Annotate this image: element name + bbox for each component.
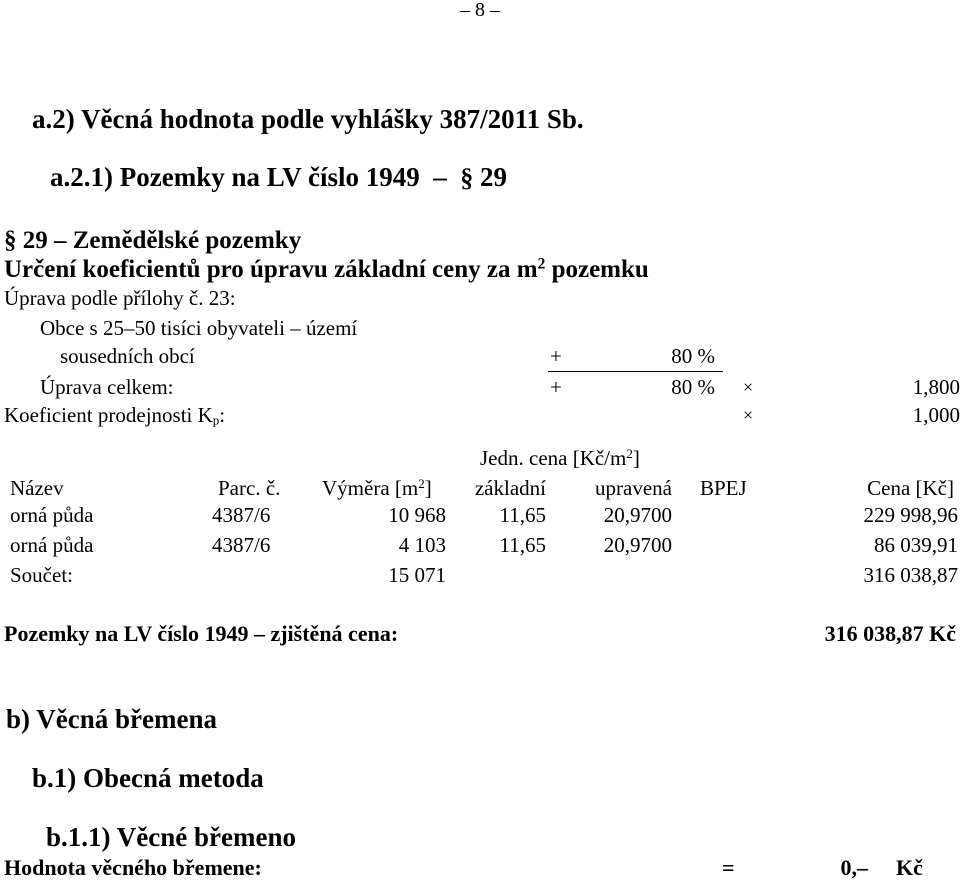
sum-price: 316 038,87 [863, 563, 958, 587]
table-cell-name: orná půda [10, 503, 94, 527]
table-cell-price: 86 039,91 [874, 533, 958, 557]
heading-b11: b.1.1) Věcné břemeno [46, 822, 296, 852]
percent-value: 80 % [671, 375, 715, 399]
sum-area: 15 071 [388, 563, 446, 587]
heading-a2: a.2) Věcná hodnota podle vyhlášky 387/2011 Sb. [32, 104, 584, 134]
col-header-bpej: BPEJ [700, 476, 747, 500]
section-symbol: § [4, 227, 17, 254]
col-header-base: základní [474, 476, 546, 500]
percent-value: 80 % [671, 344, 715, 368]
subheading [4, 228, 301, 253]
unit-price-header-sup: 2 [626, 445, 633, 461]
uprava-label: Úprava celkem: [40, 375, 174, 399]
obce-line2: sousedních obcí [60, 344, 195, 368]
table-cell-adj: 20,9700 [603, 533, 672, 557]
table-cell-base: 11,65 [499, 503, 546, 527]
annex-line: Úprava podle přílohy č. 23: [4, 286, 236, 310]
plus-sign: + [550, 344, 562, 368]
unit-price-header [480, 445, 640, 470]
sum-underline [548, 371, 723, 372]
table-cell-parc: 4387/6 [212, 503, 271, 527]
heading-b: b) Věcná břemena [6, 704, 217, 734]
table-cell-name: orná půda [10, 533, 94, 557]
times-icon: × [743, 377, 754, 397]
table-cell-area: 10 968 [388, 503, 446, 527]
times-icon: × [743, 405, 754, 425]
obce-line1: Obce s 25–50 tisíci obyvateli – území [40, 316, 358, 340]
section-symbol: § [460, 163, 474, 192]
kp-label [4, 405, 225, 426]
kp-label-tail: : [219, 403, 226, 427]
uprava-value: 1,800 [912, 375, 960, 399]
total-value: 316 038,87 Kč [824, 621, 956, 646]
col-header-name: Název [10, 476, 64, 500]
table-cell-adj: 20,9700 [603, 503, 672, 527]
burden-value: 0,– [840, 855, 868, 880]
coef-heading-sup: 2 [537, 255, 546, 273]
unit-price-header-tail: ] [632, 446, 640, 470]
table-cell-price: 229 998,96 [863, 503, 958, 527]
col-header-area [322, 475, 432, 500]
table-cell-parc: 4387/6 [212, 533, 271, 557]
burden-equals: = [722, 855, 735, 880]
page-number: – 8 – [460, 0, 500, 21]
col-header-area-tail: ] [424, 476, 432, 500]
col-header-adj: upravená [595, 476, 672, 500]
heading-b1: b.1) Obecná metoda [32, 763, 264, 793]
heading-a21 [50, 164, 507, 191]
heading-a21-dash: – [426, 162, 454, 192]
total-label: Pozemky na LV číslo 1949 – zjištěná cena: [4, 621, 399, 646]
kp-label-text: Koeficient prodejnosti K [4, 403, 213, 427]
table-cell-base: 11,65 [499, 533, 546, 557]
col-header-area-sup: 2 [418, 475, 425, 491]
coef-heading-tail: pozemku [545, 256, 649, 283]
table-cell-area: 4 103 [398, 533, 446, 557]
subheading-text: 29 – Zemědělské pozemky [22, 227, 302, 254]
col-header-parc: Parc. č. [218, 476, 281, 500]
col-header-area-text: Výměra [m [322, 476, 419, 500]
heading-a21-text: a.2.1) Pozemky na LV číslo 1949 [50, 162, 420, 192]
plus-sign: + [550, 375, 562, 399]
unit-price-header-text: Jedn. cena [Kč/m [480, 446, 627, 470]
coef-heading-text: Určení koeficientů pro úpravu základní ceny za m [4, 256, 538, 283]
coef-heading [4, 257, 649, 282]
kp-value: 1,000 [912, 403, 960, 427]
burden-label: Hodnota věcného břemene: [4, 855, 262, 880]
sum-label: Součet: [10, 563, 73, 587]
heading-a21-suffix: 29 [480, 162, 508, 192]
kp-label-sub: p [212, 412, 220, 428]
col-header-price: Cena [Kč] [867, 476, 954, 500]
burden-unit: Kč [896, 855, 923, 880]
